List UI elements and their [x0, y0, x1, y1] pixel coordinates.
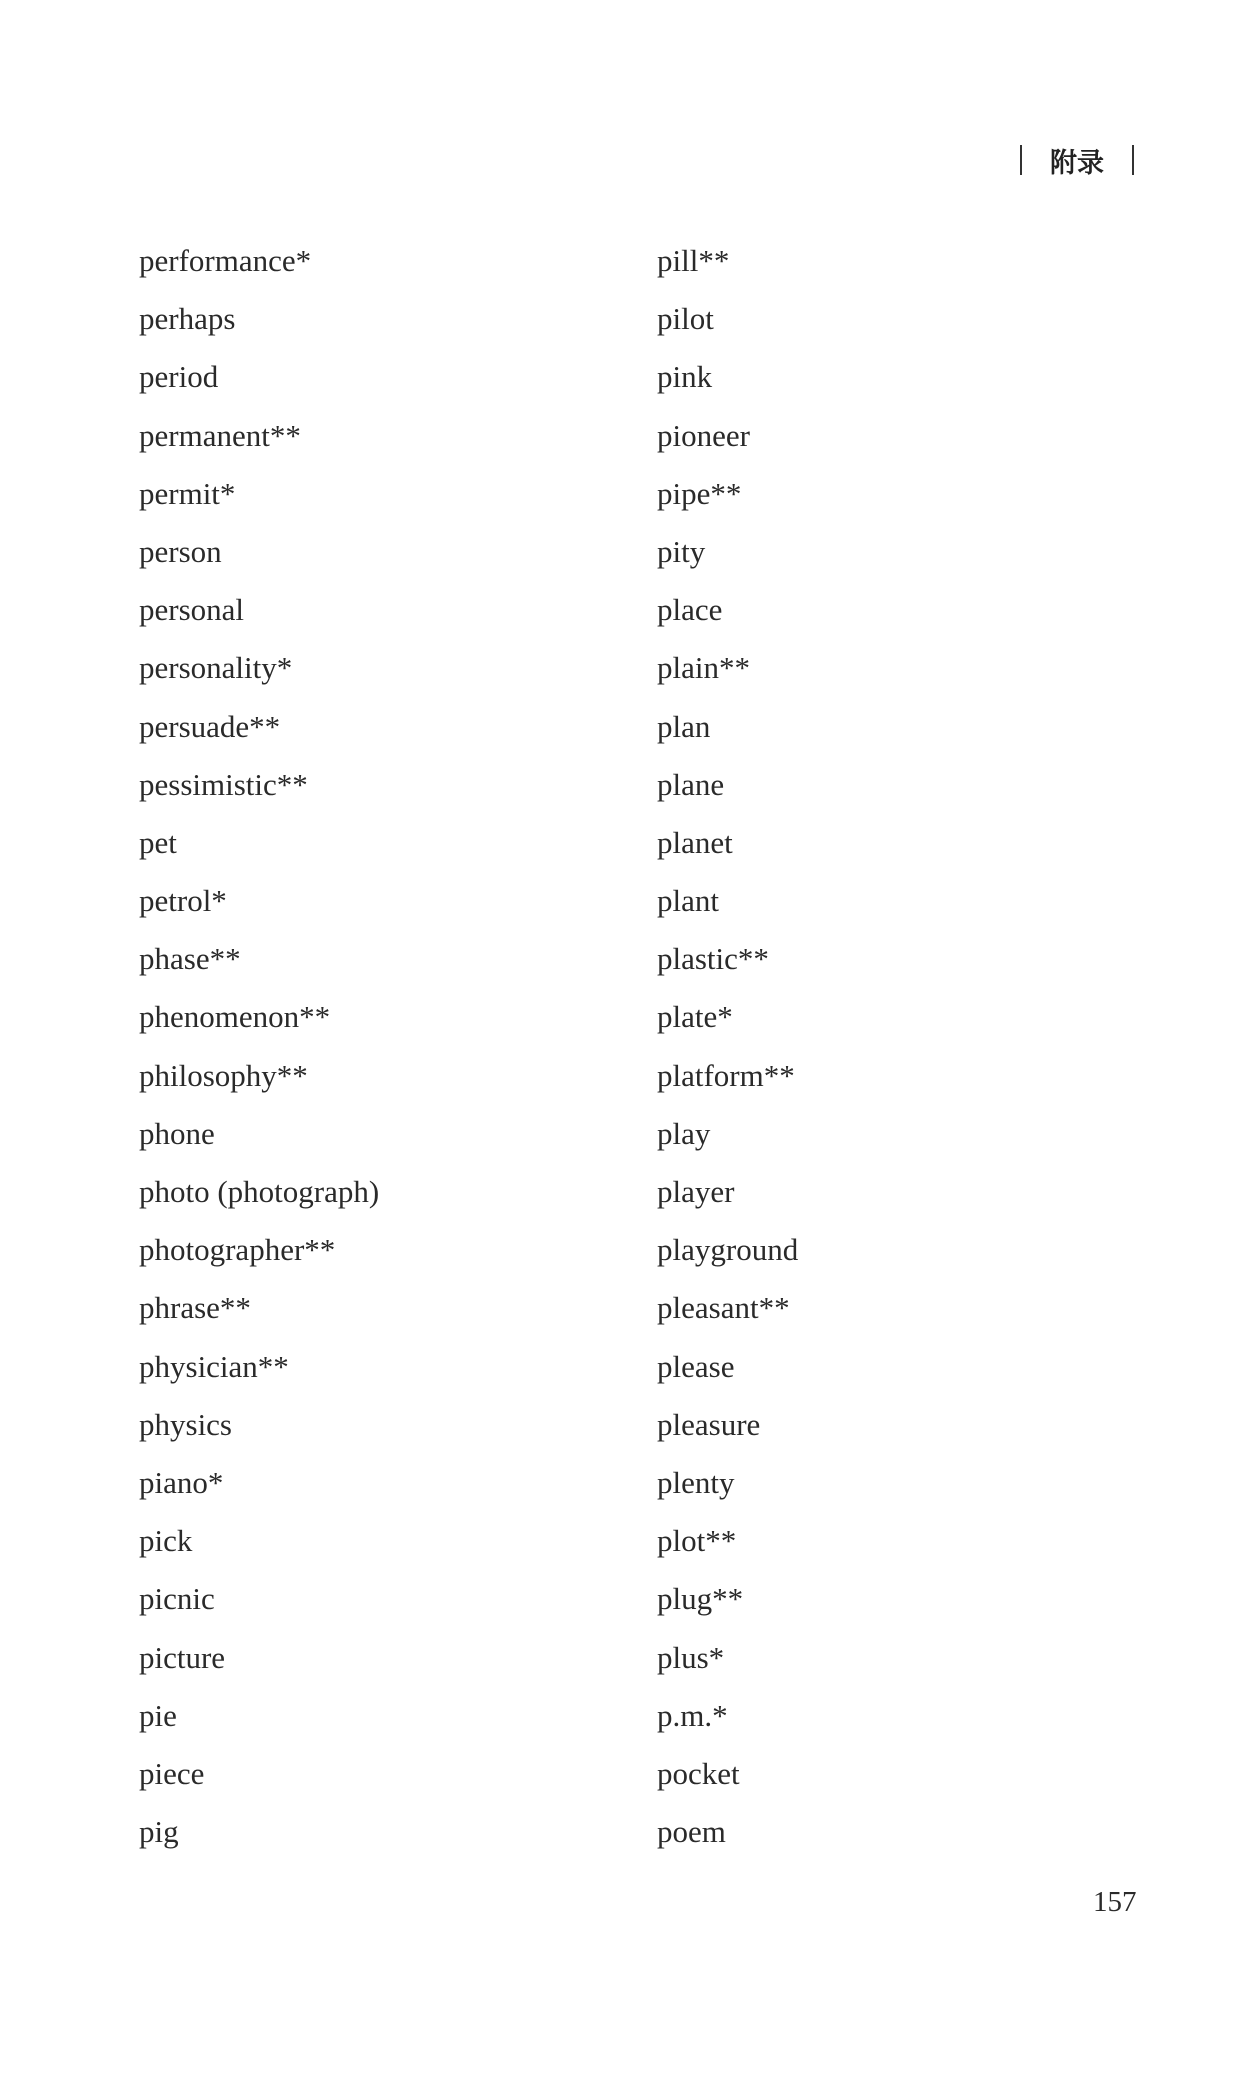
word-entry: permanent** — [139, 417, 301, 453]
word-entry: plug** — [657, 1581, 744, 1617]
word-entry: plain** — [657, 650, 750, 686]
word-entry: personality* — [139, 650, 293, 686]
word-entry: piece — [139, 1755, 205, 1791]
word-entry: plant — [657, 883, 719, 919]
word-entry: phrase** — [139, 1290, 251, 1326]
word-entry: person — [139, 533, 222, 569]
word-entry: period — [139, 359, 219, 395]
word-entry: picnic — [139, 1581, 215, 1617]
word-entry: plan — [657, 708, 711, 744]
word-entry: plot** — [657, 1523, 737, 1559]
word-entry: persuade** — [139, 708, 281, 744]
word-entry: pink — [657, 359, 713, 395]
word-entry: playground — [657, 1232, 799, 1268]
word-column-left — [139, 237, 379, 1866]
word-entry: pocket — [657, 1755, 740, 1791]
word-entry: performance* — [139, 243, 312, 278]
word-entry: pessimistic** — [139, 766, 308, 802]
word-entry: photographer** — [139, 1232, 336, 1268]
word-entry: p.m.* — [657, 1697, 728, 1733]
header-divider-right — [1132, 145, 1134, 175]
word-entry: poem — [657, 1814, 726, 1850]
word-entry: pig — [139, 1814, 179, 1850]
page-number: 157 — [1093, 1886, 1137, 1918]
word-entry: plus* — [657, 1639, 725, 1675]
word-entry: phase** — [139, 941, 241, 977]
word-entry: perhaps — [139, 301, 236, 337]
word-entry: petrol* — [139, 883, 227, 919]
word-entry: pleasure — [657, 1406, 761, 1442]
word-entry: planet — [657, 824, 733, 860]
word-entry: pet — [139, 824, 177, 860]
word-entry: personal — [139, 592, 245, 628]
word-entry: photo (photograph) — [139, 1174, 380, 1209]
word-entry: picture — [139, 1639, 226, 1675]
section-title: 附录 — [1050, 147, 1104, 179]
word-entry: philosophy** — [139, 1057, 308, 1093]
word-entry: piano* — [139, 1464, 224, 1500]
word-entry: pleasant** — [657, 1290, 790, 1326]
word-entry: physician** — [139, 1348, 289, 1384]
word-entry: pick — [139, 1523, 193, 1559]
word-entry: platform** — [657, 1057, 795, 1093]
running-head — [1020, 140, 1134, 180]
word-entry: play — [657, 1115, 711, 1151]
word-entry: plane — [657, 766, 725, 802]
word-entry: phenomenon** — [139, 999, 331, 1035]
header-divider-left — [1020, 145, 1022, 175]
word-list — [139, 237, 1139, 1877]
word-entry: plenty — [657, 1464, 735, 1500]
word-entry: pity — [657, 533, 706, 569]
word-entry: physics — [139, 1406, 232, 1442]
word-entry: pioneer — [657, 417, 750, 453]
word-column-right — [657, 237, 798, 1866]
word-entry: plastic** — [657, 941, 769, 977]
word-entry: place — [657, 592, 723, 628]
word-entry: pipe** — [657, 475, 742, 511]
word-entry: please — [657, 1348, 735, 1384]
word-entry: permit* — [139, 475, 236, 511]
word-entry: plate* — [657, 999, 733, 1035]
word-entry: pie — [139, 1697, 177, 1733]
word-entry: pilot — [657, 301, 714, 337]
word-entry: phone — [139, 1115, 215, 1151]
word-entry: pill** — [657, 243, 730, 278]
word-entry: player — [657, 1174, 735, 1209]
